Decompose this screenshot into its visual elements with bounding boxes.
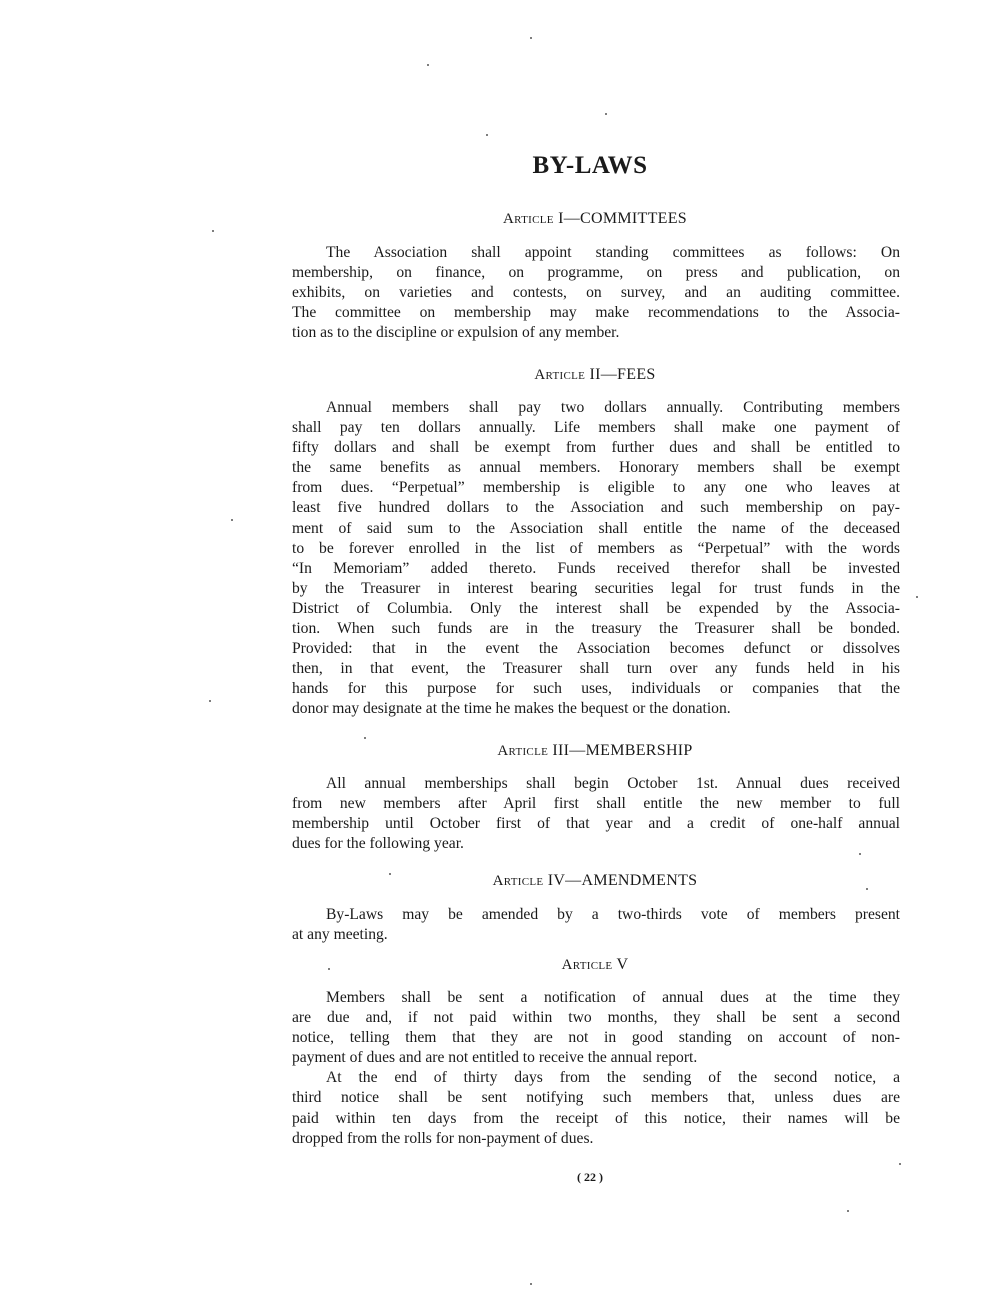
article-5-heading <box>290 956 900 974</box>
scan-speck <box>209 700 211 702</box>
text-line: membership until October first of that year and a credit of one-half annual <box>292 815 900 833</box>
scan-speck <box>530 37 532 39</box>
text-line: ment of said sum to the Association shall entitle the name of the deceased <box>292 519 900 537</box>
text-line: Annual members shall pay two dollars annually. Contributing members <box>326 399 900 416</box>
article-1-title: I—COMMITTEES <box>553 210 687 227</box>
article-2-prefix: Article <box>534 367 586 383</box>
text-line: Provided: that in the event the Association becomes defunct or dissolves <box>292 640 900 658</box>
article-3-prefix: Article <box>497 743 549 759</box>
text-line: are due and, if not paid within two months, they shall be sent a second <box>292 1009 900 1027</box>
page-title: BY-LAWS <box>532 152 648 179</box>
article-1-heading <box>290 210 900 228</box>
text-line: notice, telling them that they are not in good standing on account of non- <box>292 1029 900 1047</box>
article-2-title: II—FEES <box>585 366 656 383</box>
article-5-title: V <box>612 956 629 973</box>
text-line: membership, on finance, on programme, on press and publication, on <box>292 264 900 282</box>
text-line: the same benefits as annual members. Honorary members shall be exempt <box>292 459 900 477</box>
scan-speck <box>530 1283 532 1285</box>
scan-speck <box>899 1163 901 1165</box>
text-line: then, in that event, the Treasurer shall turn over any funds held in his <box>292 660 900 678</box>
scan-speck <box>859 853 861 855</box>
text-line: “In Memoriam” added thereto. Funds received therefor shall be invested <box>292 559 900 577</box>
article-1-prefix: Article <box>502 211 554 227</box>
scan-speck <box>486 134 488 136</box>
text-line: At the end of thirty days from the sending of the second notice, a <box>326 1069 900 1087</box>
article-4-title: IV—AMENDMENTS <box>543 872 698 889</box>
page-number: ( 22 ) <box>577 1170 603 1184</box>
text-line: dues for the following year. <box>292 835 464 853</box>
scan-speck <box>364 737 366 739</box>
scan-speck <box>212 230 214 232</box>
article-2-heading <box>290 366 900 384</box>
text-line: Members shall be sent a notification of annual dues at the time they <box>326 989 900 1006</box>
scan-speck <box>866 888 868 890</box>
text-line: All annual memberships shall begin October 1st. Annual dues received <box>326 775 900 792</box>
scan-speck <box>231 519 233 521</box>
text-line: tion as to the discipline or expulsion of any member. <box>292 324 620 342</box>
article-5-body <box>292 988 900 1149</box>
text-line: tion. When such funds are in the treasury the Treasurer shall be bonded. <box>292 620 900 638</box>
text-line: third notice shall be sent notifying such members that, unless dues are <box>292 1089 900 1107</box>
scan-speck <box>847 1210 849 1212</box>
text-line: District of Columbia. Only the interest shall be expended by the Associa- <box>292 599 900 617</box>
text-line: to be forever enrolled in the list of members as “Perpetual” with the words <box>292 539 900 557</box>
text-line: at any meeting. <box>292 926 388 944</box>
text-line: paid within ten days from the receipt of this notice, their names will be <box>292 1109 900 1127</box>
text-line: least five hundred dollars to the Association and such membership on pay- <box>292 499 900 517</box>
text-line: dropped from the rolls for non-payment of dues. <box>292 1129 594 1147</box>
text-line: from dues. “Perpetual” membership is eligible to any one who leaves at <box>292 479 900 497</box>
article-4-heading <box>290 872 900 890</box>
text-line: The Association shall appoint standing committees as follows: On <box>326 244 900 261</box>
article-2-body <box>292 398 900 720</box>
article-3-heading <box>290 742 900 760</box>
text-line: shall pay ten dollars annually. Life members shall make one payment of <box>292 419 900 437</box>
text-line: donor may designate at the time he makes the bequest or the donation. <box>292 700 731 718</box>
article-4-body <box>292 905 900 945</box>
article-5-prefix: Article <box>561 957 613 973</box>
text-line: By-Laws may be amended by a two-thirds vote of members present <box>326 906 900 923</box>
article-3-title: III—MEMBERSHIP <box>548 742 693 759</box>
text-line: The committee on membership may make recommendations to the Associa- <box>292 304 900 322</box>
scan-speck <box>916 596 918 598</box>
text-line: fifty dollars and shall be exempt from further dues and shall be entitled to <box>292 439 900 457</box>
scan-speck <box>328 968 330 970</box>
article-3-body <box>292 774 900 854</box>
article-4-prefix: Article <box>492 873 544 889</box>
scan-speck <box>605 113 607 115</box>
scan-speck <box>427 64 429 66</box>
scan-speck <box>389 873 391 875</box>
article-1-body <box>292 243 900 343</box>
text-line: from new members after April first shall entitle the new member to full <box>292 795 900 813</box>
text-line: payment of dues and are not entitled to receive the annual report. <box>292 1049 698 1067</box>
text-line: by the Treasurer in interest bearing securities legal for trust funds in the <box>292 579 900 597</box>
text-line: exhibits, on varieties and contests, on survey, and an auditing committee. <box>292 284 900 302</box>
text-line: hands for this purpose for such uses, individuals or companies that the <box>292 680 900 698</box>
